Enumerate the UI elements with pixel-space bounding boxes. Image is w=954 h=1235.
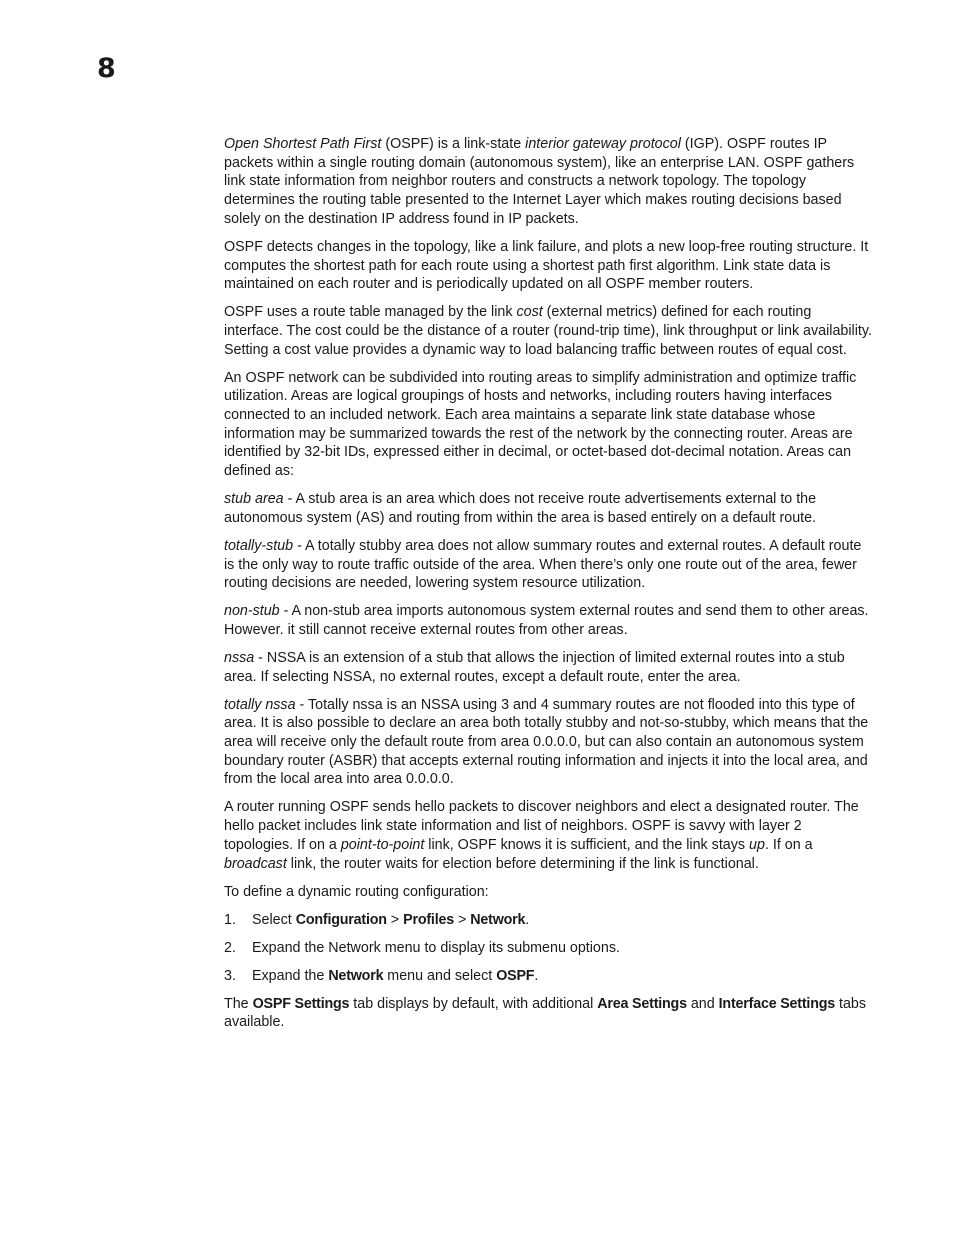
area-desc: - A stub area is an area which does not receive route advertisements external to the autonomous system (AS) and routing from within the area is based entirely on a default route. [224, 491, 817, 526]
step-number: 2. [224, 939, 236, 956]
area-term: totally nssa [224, 696, 296, 713]
term-broadcast: broadcast [224, 855, 287, 872]
areas-paragraph: An OSPF network can be subdivided into routing areas to simplify administration and optimize traffic utilization. Areas are logical groupings of hosts and networks, including routers having interfaces connected to an included network. Each area maintains a separate link state database whose information may be summarized towards the rest of the network by the connecting router. Areas are identified by 32-bit IDs, expressed either in decimal, or octet-based dot-decimal notation. Areas can defined as: [224, 369, 857, 480]
step-note [224, 995, 872, 1032]
area-desc: - A non-stub area imports autonomous system external routes and send them to other areas. However. it still cannot receive external routes from other areas. [224, 603, 869, 638]
term-cost: cost [516, 304, 543, 321]
area-term: nssa [224, 649, 255, 666]
text-span: Expand the [252, 967, 329, 984]
area-term: totally-stub [224, 537, 294, 554]
text-span: tabs available. [224, 995, 867, 1031]
text-span: and [686, 995, 719, 1012]
cost-paragraph [224, 303, 872, 359]
text-span: Expand the Network menu to display its submenu options. [252, 939, 620, 956]
area-def-nssa [224, 649, 872, 686]
text-span: (external metrics) defined for each routing interface. The cost could be the distance of a router (round-trip time), link throughput or link availability. Setting a cost value provides a dynamic way to load balancing traffic between routes of equal cost. [224, 304, 872, 358]
area-desc: - NSSA is an extension of a stub that allows the injection of limited external routes into a stub area. If selecting NSSA, no external routes, except a default route, enter the area. [224, 649, 845, 685]
procedure-intro: To define a dynamic routing configuration: [224, 883, 489, 900]
step-number: 3. [224, 967, 236, 984]
area-def-totally-stub [224, 537, 872, 593]
text-span: . [534, 967, 539, 984]
intro-paragraph [224, 135, 872, 229]
step-item [224, 911, 872, 930]
text-span: link, OSPF knows it is sufficient, and the link stays [424, 836, 750, 853]
step-item [224, 939, 872, 958]
chapter-number: 8 [97, 53, 116, 84]
ui-interface-settings: Interface Settings [718, 995, 836, 1012]
ui-network: Network [470, 911, 526, 928]
text-span: menu and select [383, 967, 497, 984]
area-term: stub area [224, 491, 284, 508]
text-span: link, the router waits for election before determining if the link is functional. [286, 855, 759, 872]
ui-network: Network [328, 967, 384, 984]
ui-area-settings: Area Settings [597, 995, 687, 1012]
term-point-to-point: point-to-point [340, 836, 425, 853]
text-span: The [224, 995, 253, 1012]
topology-paragraph: OSPF detects changes in the topology, like a link failure, and plots a new loop-free routing structure. It computes the shortest path for each route using a shortest path first algorithm. Link state data is maintained on each router and is periodically updated on all OSPF member routers. [224, 238, 869, 293]
term-igp: interior gateway protocol [525, 136, 681, 152]
ui-ospf-settings: OSPF Settings [252, 995, 350, 1012]
procedure-steps [224, 911, 872, 986]
text-span: (OSPF) is a link-state [381, 136, 526, 152]
text-span: > [386, 911, 404, 928]
hello-paragraph [224, 798, 872, 873]
area-def-totally-nssa [224, 696, 872, 790]
document-body [224, 135, 872, 1041]
text-span: Select [252, 911, 296, 928]
text-span: . If on a [764, 836, 813, 853]
area-term: non-stub [224, 603, 280, 620]
area-desc: - A totally stubby area does not allow summary routes and external routes. A default route is the only way to route traffic outside of the area. When there’s only one route out of the area, fewer routing decisions are needed, lowering system resource utilization. [224, 537, 862, 592]
area-desc: - Totally nssa is an NSSA using 3 and 4 summary routes are not flooded into this type of area. It is also possible to declare an area both totally stubby and not-so-stubby, which means that the area will receive only the default route from area 0.0.0.0, but can also contain an autonomous system boundary router (ASBR) that accepts external routing information and injects it into the local area, and from the local area into area 0.0.0.0. [224, 696, 869, 788]
term-up: up [749, 836, 765, 853]
text-span: . [525, 911, 530, 928]
text-span: > [453, 911, 471, 928]
term-ospf: Open Shortest Path First [224, 136, 382, 152]
text-span: OSPF uses a route table managed by the link [224, 304, 517, 321]
text-span: tab displays by default, with additional [349, 995, 598, 1012]
text-span: A router running OSPF sends hello packets to discover neighbors and elect a designated router. The hello packet includes link state information and list of neighbors. OSPF is savvy with layer 2 topologies. If on a [224, 799, 859, 853]
step-number: 1. [224, 911, 236, 928]
text-span: (IGP). OSPF routes IP packets within a single routing domain (autonomous system), like an enterprise LAN. OSPF gathers link state information from neighbor routers and constructs a network topology. The topology determines the routing table presented to the Internet Layer which makes routing decisions based solely on the destination IP address found in IP packets. [224, 136, 855, 227]
ui-ospf: OSPF [496, 967, 535, 984]
ui-configuration: Configuration [295, 911, 387, 928]
area-def-non-stub [224, 602, 872, 639]
area-def-stub [224, 490, 872, 527]
step-item [224, 967, 872, 986]
ui-profiles: Profiles [403, 911, 454, 928]
